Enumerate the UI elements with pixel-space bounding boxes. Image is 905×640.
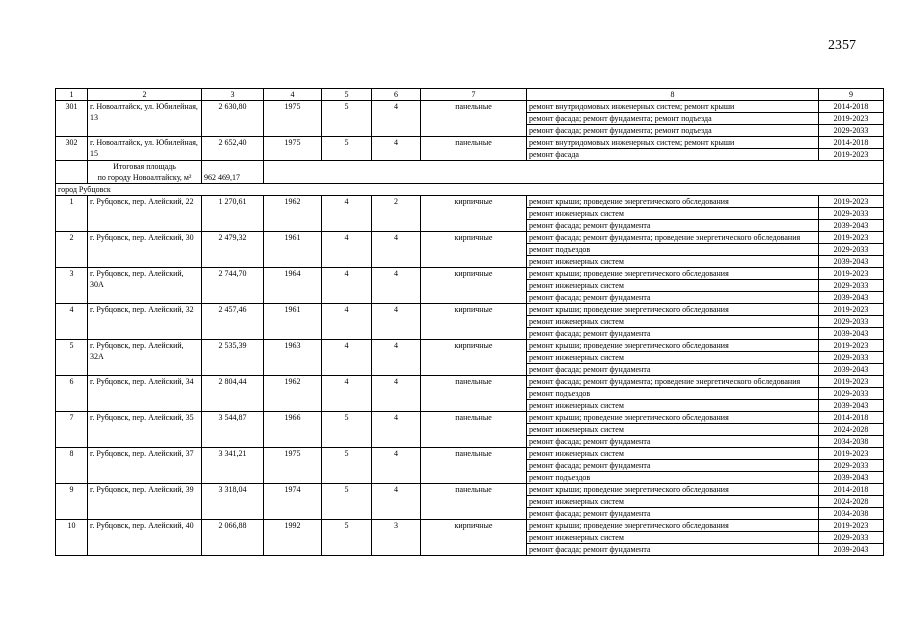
work-type-cell: ремонт фасада; ремонт фундамента: [527, 544, 819, 556]
area-cell: 3 544,87: [202, 412, 264, 448]
work-type-cell: ремонт инженерных систем: [527, 400, 819, 412]
period-cell: 2019-2023: [819, 304, 884, 316]
period-cell: 2039-2043: [819, 472, 884, 484]
work-type-cell: ремонт внутридомовых инженерных систем; ремонт крыши: [527, 137, 819, 149]
table-row: [56, 340, 884, 352]
entrances-cell: 3: [372, 520, 421, 556]
total-label: [88, 161, 202, 184]
floors-cell: 5: [322, 520, 372, 556]
address-cell: г. Рубцовск, пер. Алейский, 39: [88, 484, 202, 520]
period-cell: 2034-2038: [819, 508, 884, 520]
address-cell: г. Рубцовск, пер. Алейский, 32: [88, 304, 202, 340]
table-row: [56, 448, 884, 460]
page-number: 2357: [828, 38, 856, 53]
entrances-cell: 4: [372, 304, 421, 340]
empty-cell: [56, 161, 88, 184]
entrances-cell: 4: [372, 268, 421, 304]
year-cell: 1975: [264, 101, 322, 137]
work-type-cell: ремонт фасада; ремонт фундамента: [527, 220, 819, 232]
period-cell: 2014-2018: [819, 484, 884, 496]
entrances-cell: 4: [372, 232, 421, 268]
period-cell: 2029-2033: [819, 208, 884, 220]
period-cell: 2019-2023: [819, 149, 884, 161]
total-value: 962 469,17: [202, 161, 264, 184]
table-body: [56, 89, 884, 556]
work-type-cell: ремонт подъездов: [527, 244, 819, 256]
area-cell: 3 318,04: [202, 484, 264, 520]
table-row: [56, 412, 884, 424]
year-cell: 1961: [264, 304, 322, 340]
row-number: 302: [56, 137, 88, 161]
year-cell: 1975: [264, 448, 322, 484]
period-cell: 2029-2033: [819, 532, 884, 544]
work-type-cell: ремонт внутридомовых инженерных систем; ремонт крыши: [527, 101, 819, 113]
column-number: 9: [819, 89, 884, 101]
work-type-cell: ремонт инженерных систем: [527, 448, 819, 460]
work-type-cell: ремонт крыши; проведение энергетического обследования: [527, 196, 819, 208]
period-cell: 2024-2028: [819, 424, 884, 436]
year-cell: 1964: [264, 268, 322, 304]
empty-cell: [264, 161, 884, 184]
row-number: 7: [56, 412, 88, 448]
entrances-cell: 4: [372, 376, 421, 412]
area-cell: 2 804,44: [202, 376, 264, 412]
area-cell: 3 341,21: [202, 448, 264, 484]
period-cell: 2019-2023: [819, 232, 884, 244]
floors-cell: 4: [322, 376, 372, 412]
period-cell: 2019-2023: [819, 376, 884, 388]
period-cell: 2029-2033: [819, 388, 884, 400]
work-type-cell: ремонт фасада; ремонт фундамента; ремонт подъезда: [527, 125, 819, 137]
period-cell: 2019-2023: [819, 268, 884, 280]
work-type-cell: ремонт подъездов: [527, 472, 819, 484]
row-number: 2: [56, 232, 88, 268]
floors-cell: 5: [322, 137, 372, 161]
work-type-cell: ремонт фасада; ремонт фундамента: [527, 508, 819, 520]
address-cell: г. Рубцовск, пер. Алейский, 40: [88, 520, 202, 556]
work-type-cell: ремонт крыши; проведение энергетического обследования: [527, 520, 819, 532]
work-type-cell: ремонт инженерных систем: [527, 208, 819, 220]
year-cell: 1962: [264, 196, 322, 232]
row-number: 9: [56, 484, 88, 520]
work-type-cell: ремонт инженерных систем: [527, 532, 819, 544]
material-cell: панельные: [421, 101, 527, 137]
period-cell: 2039-2043: [819, 400, 884, 412]
table-row: [56, 137, 884, 149]
year-cell: 1963: [264, 340, 322, 376]
address-cell: г. Новоалтайск, ул. Юбилейная, 15: [88, 137, 202, 161]
floors-cell: 4: [322, 268, 372, 304]
total-label-line2: по городу Новоалтайску, м²: [97, 173, 192, 182]
row-number: 3: [56, 268, 88, 304]
work-type-cell: ремонт инженерных систем: [527, 352, 819, 364]
row-number: 301: [56, 101, 88, 137]
period-cell: 2019-2023: [819, 520, 884, 532]
period-cell: 2039-2043: [819, 364, 884, 376]
floors-cell: 4: [322, 232, 372, 268]
address-cell: г. Новоалтайск, ул. Юбилейная, 13: [88, 101, 202, 137]
work-type-cell: ремонт фасада; ремонт фундамента: [527, 292, 819, 304]
work-type-cell: ремонт фасада; ремонт фундамента; проведение энергетического обследования: [527, 376, 819, 388]
work-type-cell: ремонт подъездов: [527, 388, 819, 400]
period-cell: 2019-2023: [819, 448, 884, 460]
period-cell: 2014-2018: [819, 137, 884, 149]
work-type-cell: ремонт фасада; ремонт фундамента; проведение энергетического обследования: [527, 232, 819, 244]
work-type-cell: ремонт крыши; проведение энергетического обследования: [527, 304, 819, 316]
work-type-cell: ремонт фасада: [527, 149, 819, 161]
column-number: 1: [56, 89, 88, 101]
material-cell: кирпичные: [421, 232, 527, 268]
table-row: [56, 484, 884, 496]
year-cell: 1961: [264, 232, 322, 268]
work-type-cell: ремонт фасада; ремонт фундамента; ремонт подъезда: [527, 113, 819, 125]
entrances-cell: 4: [372, 101, 421, 137]
area-cell: 2 630,80: [202, 101, 264, 137]
address-cell: г. Рубцовск, пер. Алейский, 32А: [88, 340, 202, 376]
address-cell: г. Рубцовск, пер. Алейский, 37: [88, 448, 202, 484]
material-cell: панельные: [421, 137, 527, 161]
column-number: 8: [527, 89, 819, 101]
address-cell: г. Рубцовск, пер. Алейский, 35: [88, 412, 202, 448]
column-number: 5: [322, 89, 372, 101]
area-cell: 2 652,40: [202, 137, 264, 161]
row-number: 8: [56, 448, 88, 484]
period-cell: 2029-2033: [819, 280, 884, 292]
work-type-cell: ремонт крыши; проведение энергетического обследования: [527, 484, 819, 496]
material-cell: кирпичные: [421, 304, 527, 340]
column-number: 6: [372, 89, 421, 101]
year-cell: 1966: [264, 412, 322, 448]
work-type-cell: ремонт фасада; ремонт фундамента: [527, 364, 819, 376]
year-cell: 1974: [264, 484, 322, 520]
material-cell: кирпичные: [421, 520, 527, 556]
period-cell: 2039-2043: [819, 292, 884, 304]
row-number: 1: [56, 196, 88, 232]
address-cell: г. Рубцовск, пер. Алейский, 30А: [88, 268, 202, 304]
entrances-cell: 2: [372, 196, 421, 232]
year-cell: 1992: [264, 520, 322, 556]
address-cell: г. Рубцовск, пер. Алейский, 22: [88, 196, 202, 232]
entrances-cell: 4: [372, 412, 421, 448]
period-cell: 2019-2023: [819, 196, 884, 208]
area-cell: 2 457,46: [202, 304, 264, 340]
work-type-cell: ремонт инженерных систем: [527, 316, 819, 328]
work-type-cell: ремонт фасада; ремонт фундамента: [527, 436, 819, 448]
city-name: город Рубцовск: [56, 184, 884, 196]
entrances-cell: 4: [372, 340, 421, 376]
table-row: [56, 101, 884, 113]
period-cell: 2029-2033: [819, 125, 884, 137]
period-cell: 2029-2033: [819, 316, 884, 328]
floors-cell: 5: [322, 484, 372, 520]
table-row: [56, 376, 884, 388]
table-row: [56, 520, 884, 532]
column-number: 3: [202, 89, 264, 101]
material-cell: панельные: [421, 376, 527, 412]
period-cell: 2014-2018: [819, 101, 884, 113]
total-label-line1: Итоговая площадь: [113, 162, 176, 171]
area-cell: 1 270,61: [202, 196, 264, 232]
area-cell: 2 744,70: [202, 268, 264, 304]
work-type-cell: ремонт крыши; проведение энергетического обследования: [527, 340, 819, 352]
floors-cell: 4: [322, 196, 372, 232]
year-cell: 1975: [264, 137, 322, 161]
period-cell: 2019-2023: [819, 340, 884, 352]
work-type-cell: ремонт инженерных систем: [527, 424, 819, 436]
work-type-cell: ремонт крыши; проведение энергетического обследования: [527, 268, 819, 280]
city-row: [56, 184, 884, 196]
period-cell: 2029-2033: [819, 352, 884, 364]
work-type-cell: ремонт инженерных систем: [527, 496, 819, 508]
floors-cell: 4: [322, 304, 372, 340]
year-cell: 1962: [264, 376, 322, 412]
row-number: 5: [56, 340, 88, 376]
table-row: [56, 268, 884, 280]
area-cell: 2 479,32: [202, 232, 264, 268]
entrances-cell: 4: [372, 484, 421, 520]
work-type-cell: ремонт крыши; проведение энергетического обследования: [527, 412, 819, 424]
material-cell: панельные: [421, 484, 527, 520]
period-cell: 2039-2043: [819, 220, 884, 232]
work-type-cell: ремонт фасада; ремонт фундамента: [527, 328, 819, 340]
material-cell: панельные: [421, 448, 527, 484]
material-cell: кирпичные: [421, 196, 527, 232]
address-cell: г. Рубцовск, пер. Алейский, 34: [88, 376, 202, 412]
period-cell: 2039-2043: [819, 256, 884, 268]
floors-cell: 4: [322, 340, 372, 376]
table-row: [56, 196, 884, 208]
entrances-cell: 4: [372, 448, 421, 484]
row-number: 4: [56, 304, 88, 340]
floors-cell: 5: [322, 448, 372, 484]
row-number: 10: [56, 520, 88, 556]
area-cell: 2 066,88: [202, 520, 264, 556]
floors-cell: 5: [322, 412, 372, 448]
period-cell: 2019-2023: [819, 113, 884, 125]
area-cell: 2 535,39: [202, 340, 264, 376]
work-type-cell: ремонт инженерных систем: [527, 256, 819, 268]
table-row: [56, 232, 884, 244]
work-type-cell: ремонт инженерных систем: [527, 280, 819, 292]
row-number: 6: [56, 376, 88, 412]
repair-schedule-table: [55, 88, 884, 556]
period-cell: 2039-2043: [819, 328, 884, 340]
floors-cell: 5: [322, 101, 372, 137]
material-cell: панельные: [421, 412, 527, 448]
period-cell: 2039-2043: [819, 544, 884, 556]
material-cell: кирпичные: [421, 340, 527, 376]
address-cell: г. Рубцовск, пер. Алейский, 30: [88, 232, 202, 268]
period-cell: 2029-2033: [819, 460, 884, 472]
header-row: [56, 89, 884, 101]
table-row: [56, 304, 884, 316]
work-type-cell: ремонт фасада; ремонт фундамента: [527, 460, 819, 472]
entrances-cell: 4: [372, 137, 421, 161]
column-number: 4: [264, 89, 322, 101]
material-cell: кирпичные: [421, 268, 527, 304]
column-number: 7: [421, 89, 527, 101]
period-cell: 2034-2038: [819, 436, 884, 448]
period-cell: 2014-2018: [819, 412, 884, 424]
period-cell: 2024-2028: [819, 496, 884, 508]
column-number: 2: [88, 89, 202, 101]
period-cell: 2029-2033: [819, 244, 884, 256]
